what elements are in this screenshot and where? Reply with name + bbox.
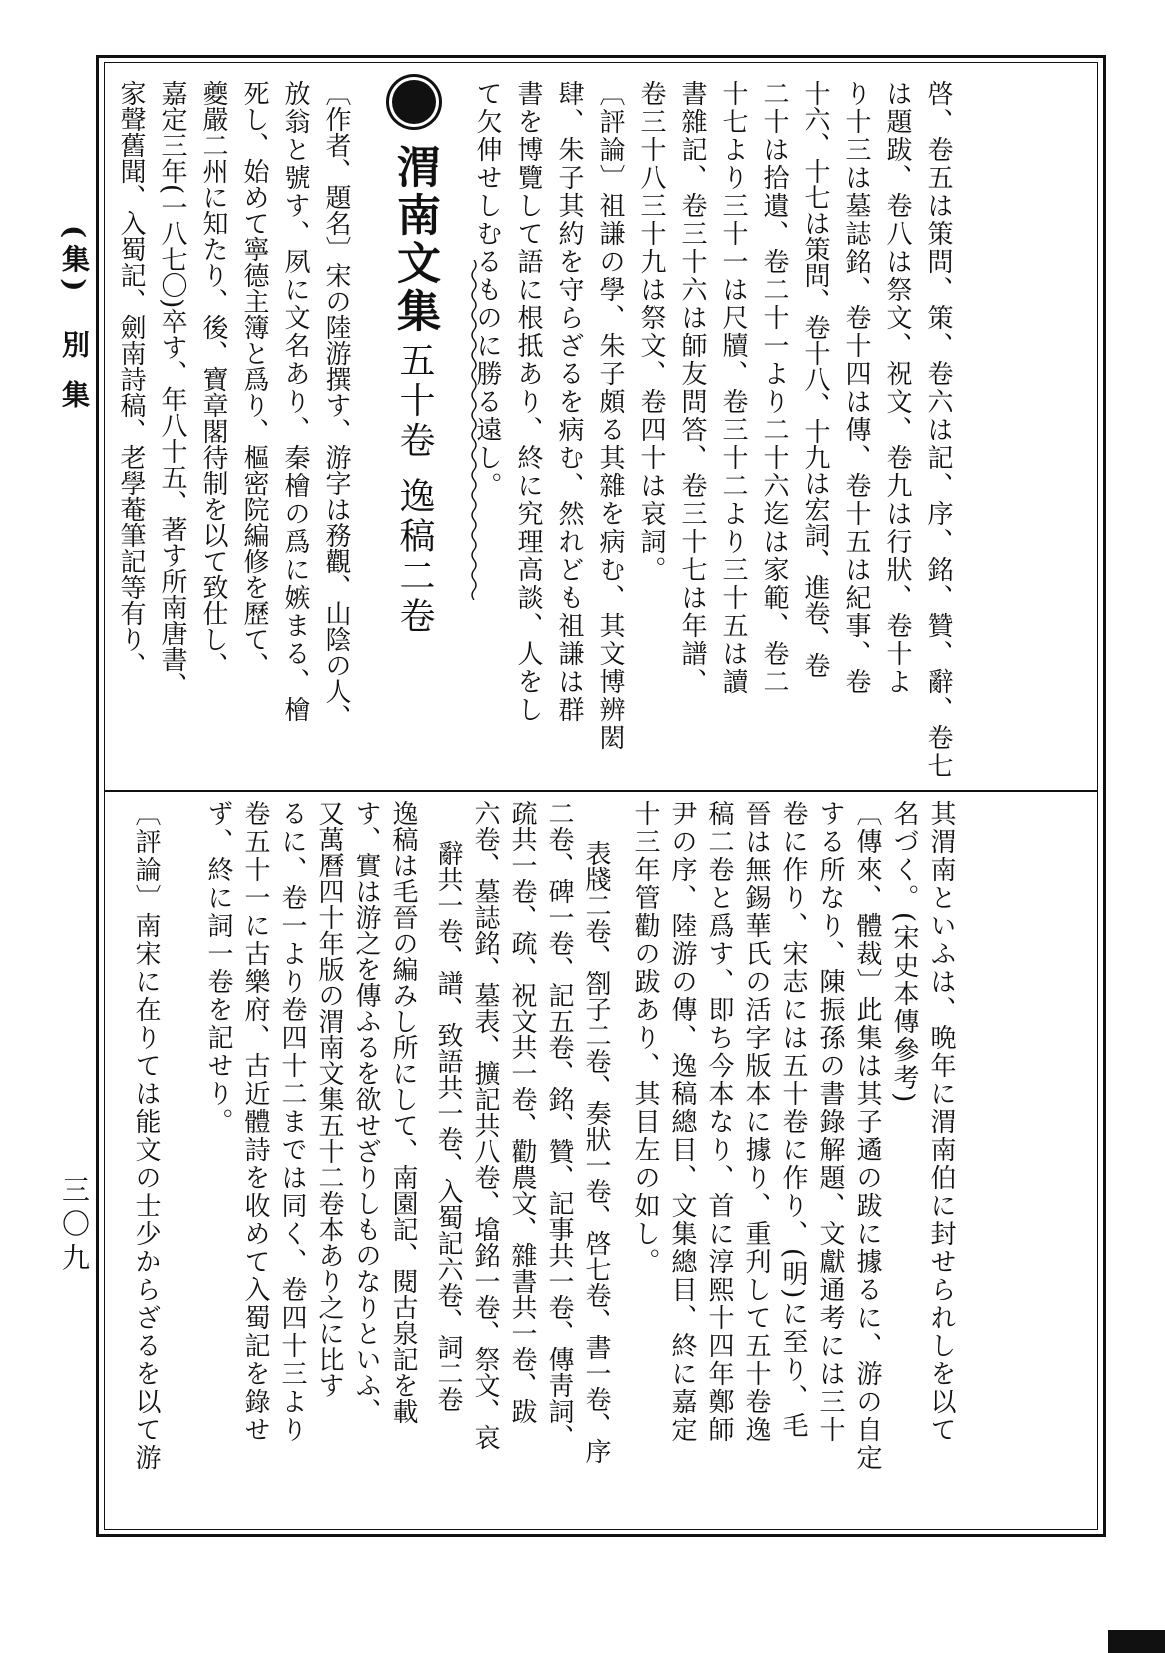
text-column: 又萬曆四十年版の渭南文集五十二卷本あり之に比す <box>314 800 344 1398</box>
entry-heading <box>382 80 446 637</box>
text-column: 稿二卷と爲す、即ち今本なり、首に淳熙十四年鄭師 <box>704 800 734 1444</box>
entry-subtitle: 五十卷 逸稿二卷 <box>394 341 435 637</box>
text-column: 十七より三十一は尺牘、卷三十二より三十五は讀 <box>718 80 748 696</box>
text-column: 名づく。(宋史本傳參考) <box>889 800 919 1105</box>
text-column: 書を博覽して語に根抵あり、終に究理高談、人をし <box>513 80 543 724</box>
text-column: 其渭南といふは、晩年に渭南伯に封せられしを以て <box>926 800 956 1444</box>
page-number: 三〇九 <box>58 1175 91 1277</box>
corner-bar <box>1108 1630 1165 1653</box>
contents-column: 表牋二卷、劄子二卷、奏狀一卷、啓七卷、書一卷、序 <box>581 840 611 1464</box>
text-column: す、實は游之を傳ふるを欲せざりしものなりといふ、 <box>351 800 381 1424</box>
entry-title: 渭南文集 <box>389 143 440 336</box>
margin-header-label: (集) <box>58 225 91 298</box>
commentary-column: 〔評論〕南宋に在りては能文の士少からざるを以て游 <box>131 800 161 1472</box>
text-column: るに、卷一より卷四十二までは同く、卷四十三より <box>277 800 307 1444</box>
text-column: 卷に作り、宋志には五十卷に作り、(明)に至り、毛 <box>778 800 808 1441</box>
text-column: 放翁と號す、夙に文名あり、秦檜の爲に嫉まる、檜 <box>280 80 310 724</box>
author-column: 〔作者、題名〕宋の陸游撰す、游字は務觀、山陰の人、 <box>321 80 351 730</box>
text-column: 晉は無錫華氏の活字版本に據り、重刋して五十卷逸 <box>741 800 771 1444</box>
text-column: 卷五十一に古樂府、古近體詩を收めて入蜀記を錄せ <box>240 800 270 1444</box>
contents-column: 六卷、墓誌銘、墓表、擴記共八卷、墖銘一卷、祭文、哀 <box>470 800 500 1450</box>
text-column: 卷三十八三十九は祭文、卷四十は哀詞。 <box>636 80 666 584</box>
text-column: 啓、卷五は策問、策、卷六は記、序、銘、贊、辭、卷七 <box>923 80 953 780</box>
text-column: 十三年管勸の跋あり、其目左の如し。 <box>630 800 660 1276</box>
bullet-icon <box>392 80 436 124</box>
text-column: 夔嚴二州に知たり、後、寶章閣待制を以て致仕し、 <box>198 80 228 678</box>
contents-column: 辭共一卷、譜、致語共一卷、入蜀記六卷、詞二卷 <box>433 840 463 1412</box>
text-column: ず、終に詞一卷を記せり。 <box>203 800 233 1136</box>
text-column: 尹の序、陸游の傳、逸稿總目、文集總目、終に嘉定 <box>667 800 697 1444</box>
text-column: 家聲舊聞、入蜀記、劍南詩稿、老學菴筆記等有り、 <box>116 80 146 678</box>
section-divider <box>104 790 1098 792</box>
text-column: 書雜記、卷三十六は師友問答、卷三十七は年譜、 <box>677 80 707 696</box>
text-column: 十六、十七は策問、卷十八、十九は宏詞、進卷、卷 <box>800 80 830 678</box>
text-column: 肆、朱子其約を守らざるを病む、然れども祖謙は群 <box>554 80 584 724</box>
contents-column: 疏共一卷、疏、祝文共一卷、勸農文、雜書共一卷、跋 <box>507 800 537 1424</box>
commentary-column: 〔評論〕祖謙の學、朱子頗る其雜を病む、其文博辨閎 <box>595 80 625 752</box>
margin-section-label: 別 集 <box>58 330 91 414</box>
text-column: は題跋、卷八は祭文、祝文、卷九は行狀、卷十よ <box>882 80 912 696</box>
text-column: り十三は墓誌銘、卷十四は傳、卷十五は紀事、卷 <box>841 80 871 696</box>
contents-column: 二卷、碑一卷、記五卷、銘、贊、記事共一卷、傳靑詞、 <box>544 800 574 1450</box>
text-column: 嘉定三年(一八七〇)卒す、年八十五、著す所南唐書、 <box>157 80 187 699</box>
text-column: て欠伸せしむるものに勝る遠し。 <box>472 80 502 500</box>
text-column: 逸稿は毛晉の編みし所にして、南園記、閱古泉記を載 <box>388 800 418 1424</box>
text-column: する所なり、陳振孫の書錄解題、文獻通考には三十 <box>815 800 845 1444</box>
transmission-column: 〔傳來、體裁〕此集は其子遹の跋に據るに、游の自定 <box>852 800 882 1472</box>
text-column: 二十は拾遺、卷二十一より二十六迄は家範、卷二 <box>759 80 789 696</box>
text-column: 死し、始めて寧德主簿と爲り、樞密院編修を歷て、 <box>239 80 269 678</box>
